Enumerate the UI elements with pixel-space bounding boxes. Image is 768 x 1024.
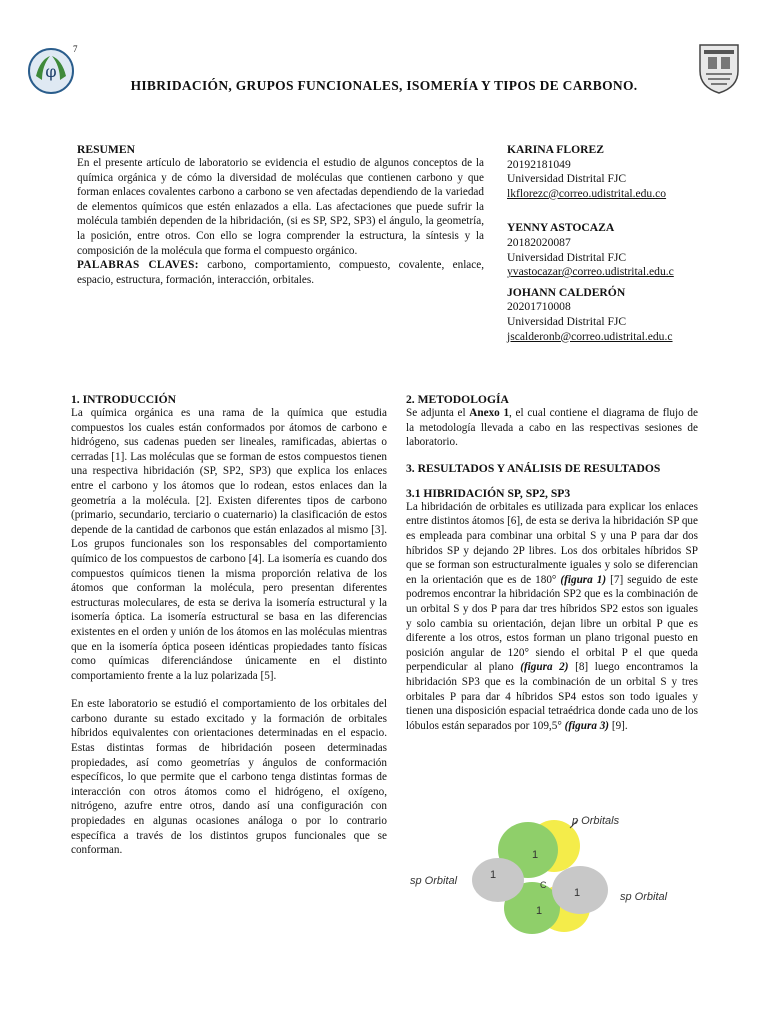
- introduction-heading: 1. INTRODUCCIÓN: [71, 393, 176, 406]
- methodology-text-start: Se adjunta el: [406, 407, 466, 419]
- figure-2-reference: (figura 2): [520, 661, 569, 674]
- left-column: [71, 393, 387, 858]
- author-name: JOHANN CALDERÓN: [507, 285, 626, 299]
- methodology-heading: 2. METODOLOGÍA: [406, 393, 509, 406]
- author-university: Universidad Distrital FJC: [507, 314, 627, 328]
- intro-paragraph-2: En este laboratorio se estudió el comportamiento de los orbitales del carbono durante su estado excitado y la formación de orbitales híbridos equivalentes con orientaciones determinadas en el espacio. Estas distintas formas de hibridación poseen determinadas propiedades, así como geometrías y ángulos de conformación específicos, lo que permite que el carbono tenga distintas formas de interacción con otros átomos como el hidrógeno, el oxígeno, nitrógeno, azufre entre otros, dando así una configuración con propiedades en algunas ocasiones análoga o por lo contrario específica a través de los distintos grupos funcionales que se conforman.: [71, 698, 387, 857]
- sp-orbital-figure: [402, 808, 702, 938]
- author-id: 20182020087: [507, 235, 571, 249]
- svg-text:φ: φ: [45, 62, 57, 81]
- author-email[interactable]: lkflorezc@correo.udistrital.edu.co: [507, 186, 667, 200]
- keywords-label: PALABRAS CLAVES:: [77, 259, 199, 272]
- page-number: 7: [73, 44, 78, 54]
- hybridization-text-4: [9].: [611, 719, 628, 732]
- hybridization-text-3: [8] luego encontramos la hibridación SP3 que es la combinación de un orbital S y tres orbitales P para dar 4 híbridos SP4 estos son todo iguales y tienen una disposición espacial tetraédrica donde cada uno de los lóbulos están separados por 109,5°: [406, 661, 699, 732]
- abstract-text: En el presente artículo de laboratorio se evidencia el estudio de algunos conceptos de la química orgánica y de cómo la diversidad de moléculas que contienen carbono y que forman enlaces covalentes carbono a carbono se ven afectadas dependiendo de la variedad de elementos químicos que estén enlazados a ella. Las afectaciones que puede sufrir la molécula también dependen de la hibridación, (si es SP, SP2, SP3) el ángulo, la geometría, la posición, entre otros. Con ello se logra comprender la estructura, la síntesis y la composición de la molécula que forma el compuesto orgánico.: [77, 157, 484, 257]
- right-column: [406, 393, 698, 733]
- methodology-paragraph: [406, 406, 698, 450]
- author-university: Universidad Distrital FJC: [507, 250, 627, 264]
- hybridization-text-1: La hibridación de orbitales es utilizada para explicar los enlaces entre distintos átomos [6], de esta se deriva la hibridación SP que es empleada para combinar una orbital S y una P para dar dos híbridos SP y dejando 2P libres. Los dos orbitales híbridos SP que se forman son estructuralmente iguales y solo se diferencian en la orientación que es de 180°: [406, 500, 698, 586]
- sp-orbital-label-left: sp Orbital: [410, 875, 458, 887]
- abstract-body: [77, 156, 484, 287]
- introduction-body: [71, 406, 387, 858]
- lobe-mark: 1: [532, 849, 539, 861]
- author-id: 20201710008: [507, 300, 571, 314]
- author-email[interactable]: jscalderonb@correo.udistrital.edu.c: [507, 329, 673, 343]
- annex-reference: Anexo 1: [469, 407, 510, 419]
- sp-orbital-label-right: sp Orbital: [620, 891, 668, 903]
- author-name: YENNY ASTOCAZA: [507, 221, 615, 235]
- author-email[interactable]: yvastocazar@correo.udistrital.edu.c: [507, 265, 674, 279]
- abstract-heading: RESUMEN: [77, 143, 135, 156]
- sp-orbital-lobe-left: [472, 858, 524, 902]
- methodology-body: [406, 406, 698, 450]
- authors-section: [507, 143, 727, 364]
- author-card: [507, 286, 727, 344]
- author-card: [507, 221, 727, 279]
- lobe-mark: 1: [536, 905, 543, 917]
- paper-title: HIBRIDACIÓN, GRUPOS FUNCIONALES, ISOMERÍA Y TIPOS DE CARBONO.: [130, 78, 638, 93]
- figure-3-reference: (figura 3): [564, 719, 610, 732]
- hybridization-text-2: [7] seguido de este podremos encontrar la hibridación SP2 que es la combinación de un orbital S y dos P para dar tres híbridos SP2 estos son iguales y solo cambia su orientación, dejan libre un orbital P que es diferente a los otros, estos forman un plano trigonal puesto en posición angular de 120° siendo el orbital P el que queda perpendicular al plano: [406, 573, 698, 674]
- hybridization-paragraph: [406, 500, 698, 734]
- intro-paragraph-1: La química orgánica es una rama de la química que estudia compuestos los cuales están conformados por átomos de carbono e hidrógeno, sus cadenas pueden ser lineales, ramificadas, abiertas o cerradas [1]. Las moléculas que se forman de estos compuestos tienen una respectiva hibridación (SP, SP2, SP3) que explica los enlaces entre el carbono y los átomos que lo rodean, estos enlaces dan la geometría a la molécula. [2]. Existen diferentes tipos de carbono (primario, secundario, terciario o cuaternario) la clasificación de estos depende de la cantidad de carbonos que están enlazados al mismo [3]. Los grupos funcionales son los responsables del comportamiento químico de los compuestos de carbono [4]. La isomería es cuando dos compuestos químicos tienen la misma proporción relativa de los átomos que conforman la molécula, pero presentan diferentes estructuras moleculares, de esta se deriva la isomería estructural y la isomería óptica. La isomería estructural se basa en las diferencias existentes en el orden y unión de los átomos en las moléculas mientras que en la isomería óptica poseen idénticas propiedades tanto físicas como químicas diferenciándose únicamente en el distinto comportamiento frente a la luz polarizada [5].: [71, 407, 387, 682]
- methodology-text-end: , el cual contiene el diagrama de flujo de la metodología llevada a cabo en las respectivas sesiones de laboratorio.: [406, 407, 698, 449]
- lobe-mark: 1: [490, 869, 497, 881]
- hybridization-subheading: 3.1 HIBRIDACIÓN SP, SP2, SP3: [406, 486, 571, 500]
- author-card: [507, 143, 727, 201]
- hybridization-body: [406, 500, 698, 734]
- keywords-paragraph: [77, 258, 484, 287]
- carbon-center-label: C: [540, 880, 547, 890]
- p-orbitals-label: p Orbitals: [572, 815, 620, 827]
- keywords-text: carbono, comportamiento, compuesto, covalente, enlace, espacio, estructura, formación, interacción, orbitales.: [77, 259, 485, 286]
- author-university: Universidad Distrital FJC: [507, 172, 627, 186]
- figure-1-reference: (figura 1): [560, 573, 607, 586]
- results-heading: 3. RESULTADOS Y ANÁLISIS DE RESULTADOS: [406, 461, 661, 475]
- author-id: 20192181049: [507, 157, 571, 171]
- author-name: KARINA FLOREZ: [507, 143, 604, 156]
- abstract-section: [77, 143, 484, 287]
- lobe-mark: 1: [574, 887, 581, 899]
